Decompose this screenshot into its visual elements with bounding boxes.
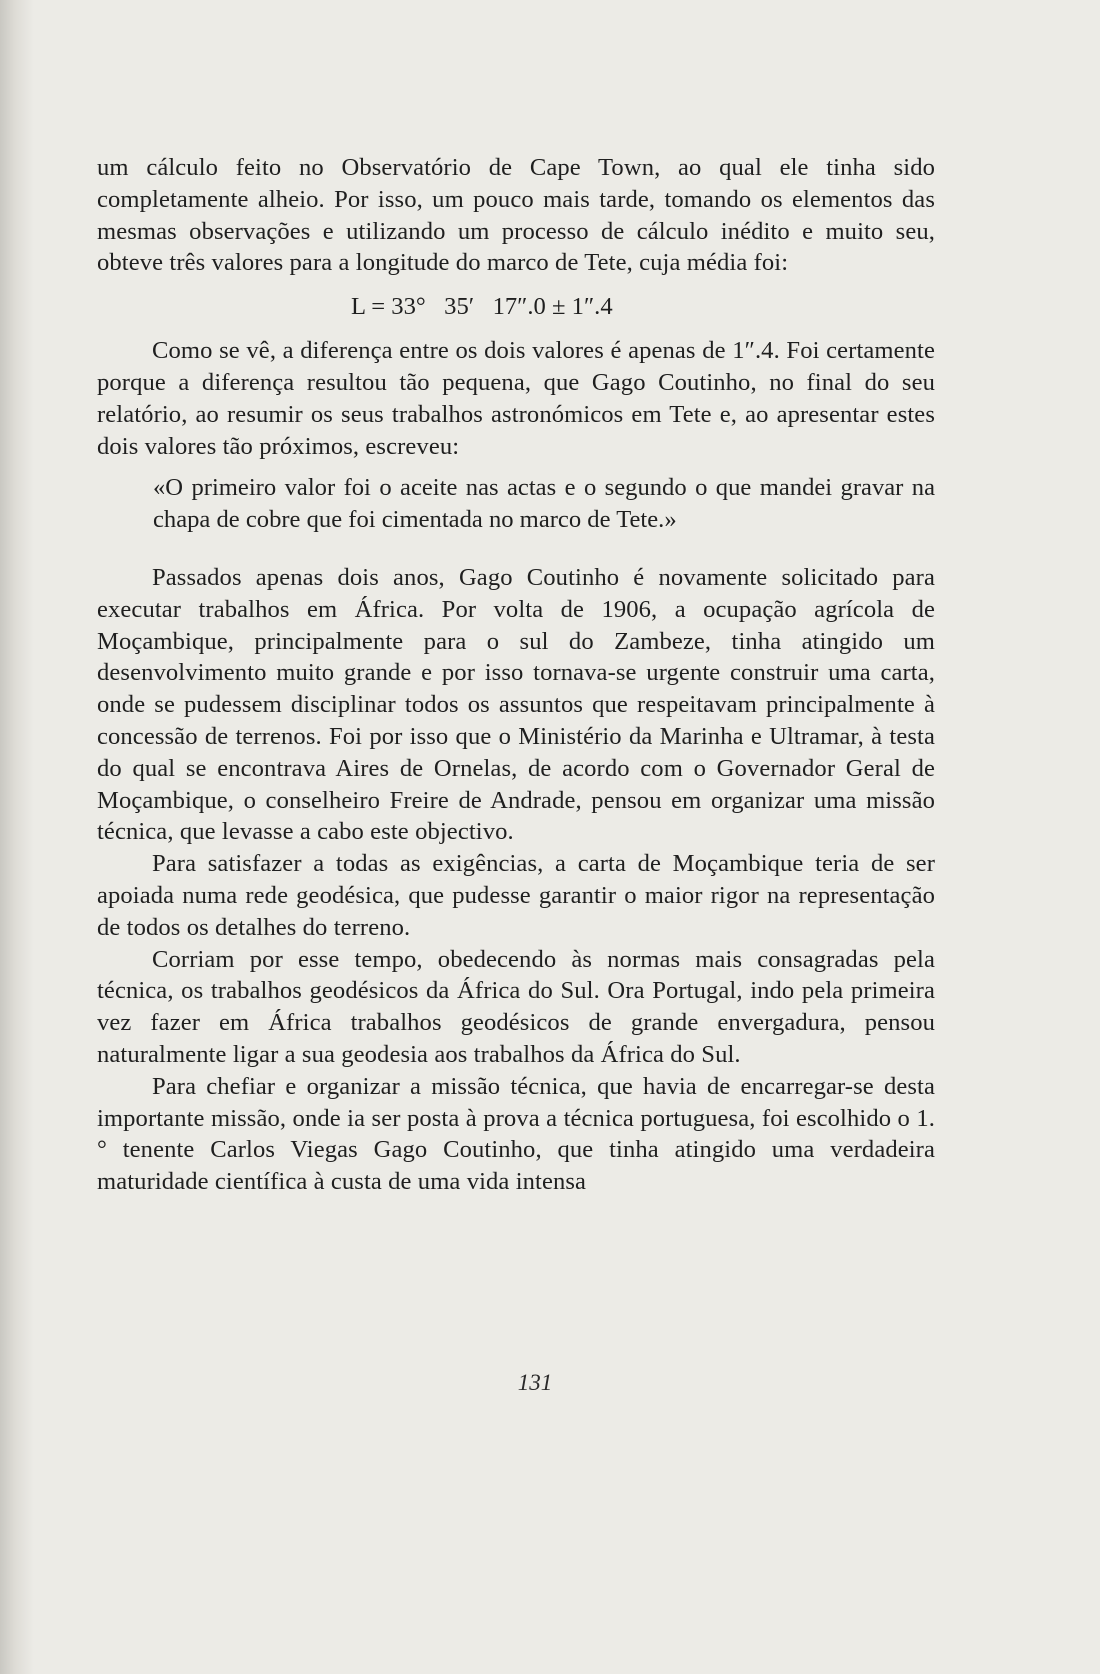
paragraph-gago-coutinho: Para chefiar e organizar a missão técnica, que havia de encarregar-se desta importante missão, onde ia ser posta à prova a técnica portuguesa, foi escolhido o 1.° tenente Carlos Viegas Gago Coutinho, que tinha atingido uma verdadeira maturidade científica à custa de uma vida intensa [97,1072,935,1196]
page-gutter-shadow [0,0,34,1674]
paragraph-south-africa: Corriam por esse tempo, obedecendo às normas mais consagradas pela técnica, os trabalhos geodésicos da África do Sul. Ora Portugal, indo pela primeira vez fazer em África trabalhos geodésicos de grande envergadura, pensou naturalmente ligar a sua geodesia aos trabalhos da África do Sul. [97,945,935,1068]
block-quote: «O primeiro valor foi o aceite nas actas e o segundo o que mandei gravar na chapa de cobre que foi cimentada no marco de Tete.» [153,474,935,534]
paragraph-geodesic-network: Para satisfazer a todas as exigências, a carta de Moçambique teria de ser apoiada numa rede geodésica, que pudesse garantir o maior rigor na representação de todos os detalhes do terreno. [97,850,935,941]
paragraph-africa-mission: Passados apenas dois anos, Gago Coutinho é novamente solicitado para executar trabalhos em África. Por volta de 1906, a ocupação agrícola de Moçambique, principalmente para o sul do Zambeze, tinha atingido um desenvolvimento muito grande e por isso tornava-se urgente construir uma carta, onde se pudessem disciplinar todos os assuntos que respeitavam principalmente à concessão de terrenos. Foi por isso que o Ministério da Marinha e Ultramar, à testa do qual se encontrava Aires de Ornelas, de acordo com o Governador Geral de Moçambique, o conselheiro Freire de Andrade, pensou em organizar uma missão técnica, que levasse a cabo este objectivo. [97,563,935,846]
page-number: 131 [517,1370,553,1395]
paragraph-continuation: um cálculo feito no Observatório de Cape Town, ao qual ele tinha sido completamente alheio. Por isso, um pouco mais tarde, tomando os elementos das mesmas observações e utilizando um processo de cálculo inédito e muito seu, obteve três valores para a longitude do marco de Tete, cuja média foi: [97,154,935,277]
paragraph-difference: Como se vê, a diferença entre os dois valores é apenas de 1″.4. Foi certamente porque a diferença resultou tão pequena, que Gago Coutinho, no final do seu relatório, ao resumir os seus trabalhos astronómicos em Tete e, ao apresentar estes dois valores tão próximos, escreveu: [97,337,935,460]
page-body [97,152,935,1198]
longitude-formula: L = 33° 35′ 17″.0 ± 1″.4 [351,293,613,321]
